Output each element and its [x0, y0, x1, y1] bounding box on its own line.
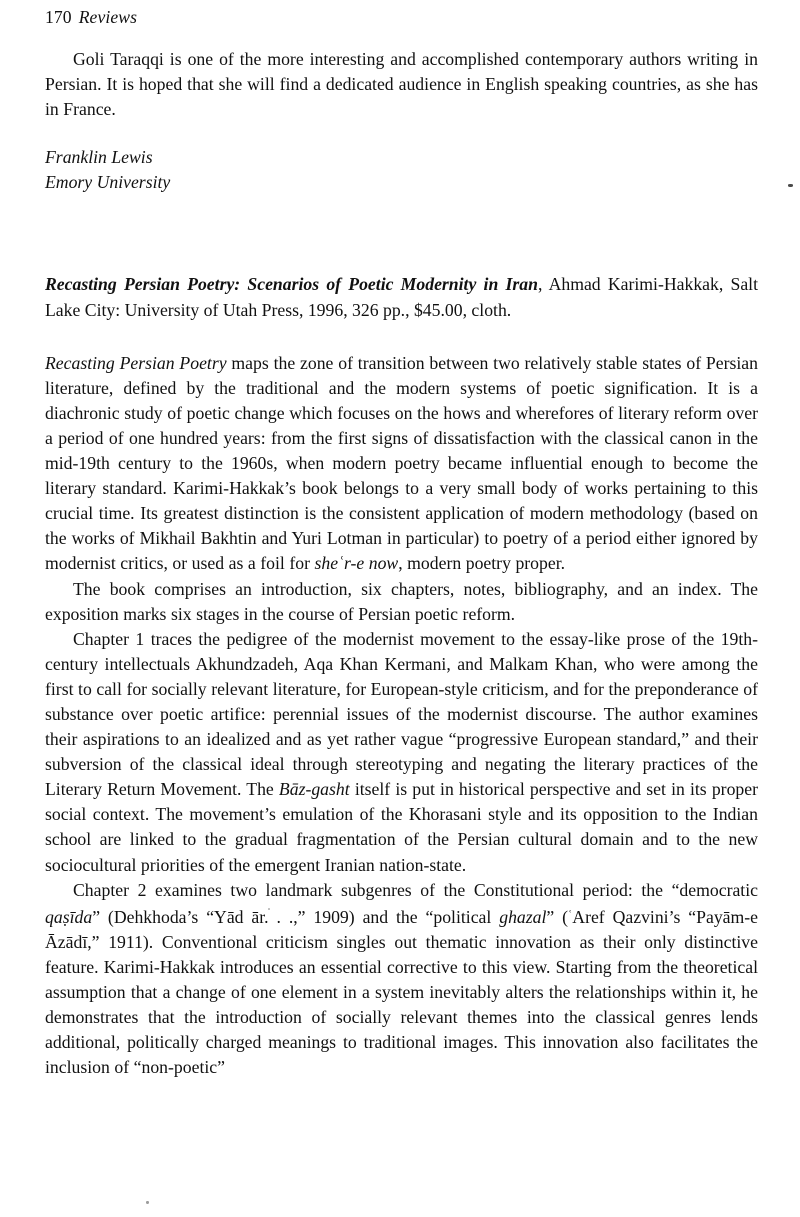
text-run: ” ( — [546, 906, 569, 927]
italic-term: sheʿr-e now — [314, 553, 399, 574]
italic-term: ghazal — [499, 906, 547, 927]
reviewer-signature — [45, 145, 758, 195]
italic-term: Recasting Persian Poetry — [45, 352, 227, 373]
text-run: , modern poetry proper. — [398, 553, 566, 574]
page-number: 170 — [45, 7, 72, 27]
reviewer-name: Franklin Lewis — [45, 147, 153, 168]
review-body — [45, 351, 758, 1081]
text-run: Chapter 2 examines two landmark subgenres of the Constitutional period: the “democratic — [73, 879, 758, 900]
text-run: The book comprises an introduction, six chapters, notes, bibliography, and an index. The exposition marks six stages in the course of Persian poetic reform. — [45, 578, 758, 624]
running-head — [45, 0, 758, 28]
text-run: maps the zone of transition between two relatively stable states of Persian literature, defined by the traditional and the modern systems of poetic signification. It is a diachronic study of poetic change which focuses on the hows and wherefores of literary reform over a period of one hundred years: from the first signs of dissatisfaction with the classical canon in the mid-19th century to the 1960s, when modern poetry became influential enough to become the literary standard. Karimi-Hakkak’s book belongs to a very small body of works pertaining to this crucial time. Its greatest distinction is the consistent application of modern methodology (based on the works of Mikhail Bakhtin and Yuri Lotman in particular) to poetry of a period either ignored by modernist critics, or used as a foil for — [45, 352, 758, 574]
ayn-character: ʿ — [568, 907, 573, 922]
review-paragraph — [45, 878, 758, 1081]
italic-term: Bāz-gasht — [278, 779, 350, 800]
book-citation-details: , Ahmad Karimi-Hakkak, Salt Lake City: University of Utah Press, 1996, 326 pp., $45.00, cloth. — [45, 274, 758, 320]
italic-term: qaṣīda — [45, 906, 93, 927]
book-title: Recasting Persian Poetry: Scenarios of Poetic Modernity in Iran — [45, 274, 538, 295]
text-run: itself is put in historical perspective and set in its proper social context. The movement’s emulation of the Khorasani style and its opposition to the Indian school are linked to the gradual fragmentation of the Persian cultural domain and to the new sociocultural priorities of the emergent Iranian nation-state. — [45, 779, 758, 875]
scan-speck — [146, 1201, 149, 1204]
review-paragraph — [45, 351, 758, 577]
review-paragraph — [45, 577, 758, 627]
closing-paragraph: Goli Taraqqi is one of the more interesting and accomplished contemporary authors writing in Persian. It is hoped that she will find a dedicated audience in English speaking countries, as she has in France. — [45, 49, 758, 120]
text-column — [45, 0, 758, 1080]
text-run: Aref Qazvini’s “Payām-e Āzādī,” 1911). Conventional criticism singles out thematic innovation as their only distinctive feature. Karimi-Hakkak introduces an essential corrective to this view. Starting from the theoretical assumption that a change of one element in a system inevitably alters the relationships within it, he demonstrates that the introduction of socially relevant themes into the classical genres lends additional, politically charged meanings to traditional images. This innovation also facilitates the inclusion of “non-poetic” — [45, 906, 759, 1078]
scan-speck — [788, 184, 793, 187]
book-citation — [45, 272, 758, 322]
text-run: ” (Dehkhoda’s “Yād ār. . .,” 1909) and the “political — [92, 906, 500, 927]
reviewer-affiliation: Emory University — [45, 172, 171, 193]
review-paragraph — [45, 627, 758, 878]
running-head-title: Reviews — [78, 7, 138, 27]
text-run: Chapter 1 traces the pedigree of the modernist movement to the essay-like prose of the 19th-century intellectuals Akhundzadeh, Aqa Khan Kermani, and Malkam Khan, who were among the first to call for socially relevant literature, for European-style criticism, and for the preponderance of substance over poetic artifice: perennial issues of the modernist discourse. The author examines their aspirations to an idealized and as yet rather vague “progressive European standard,” and their subversion of the classical ideal through stereotyping and negating the literary practices of the Literary Return Movement. The — [45, 628, 758, 800]
